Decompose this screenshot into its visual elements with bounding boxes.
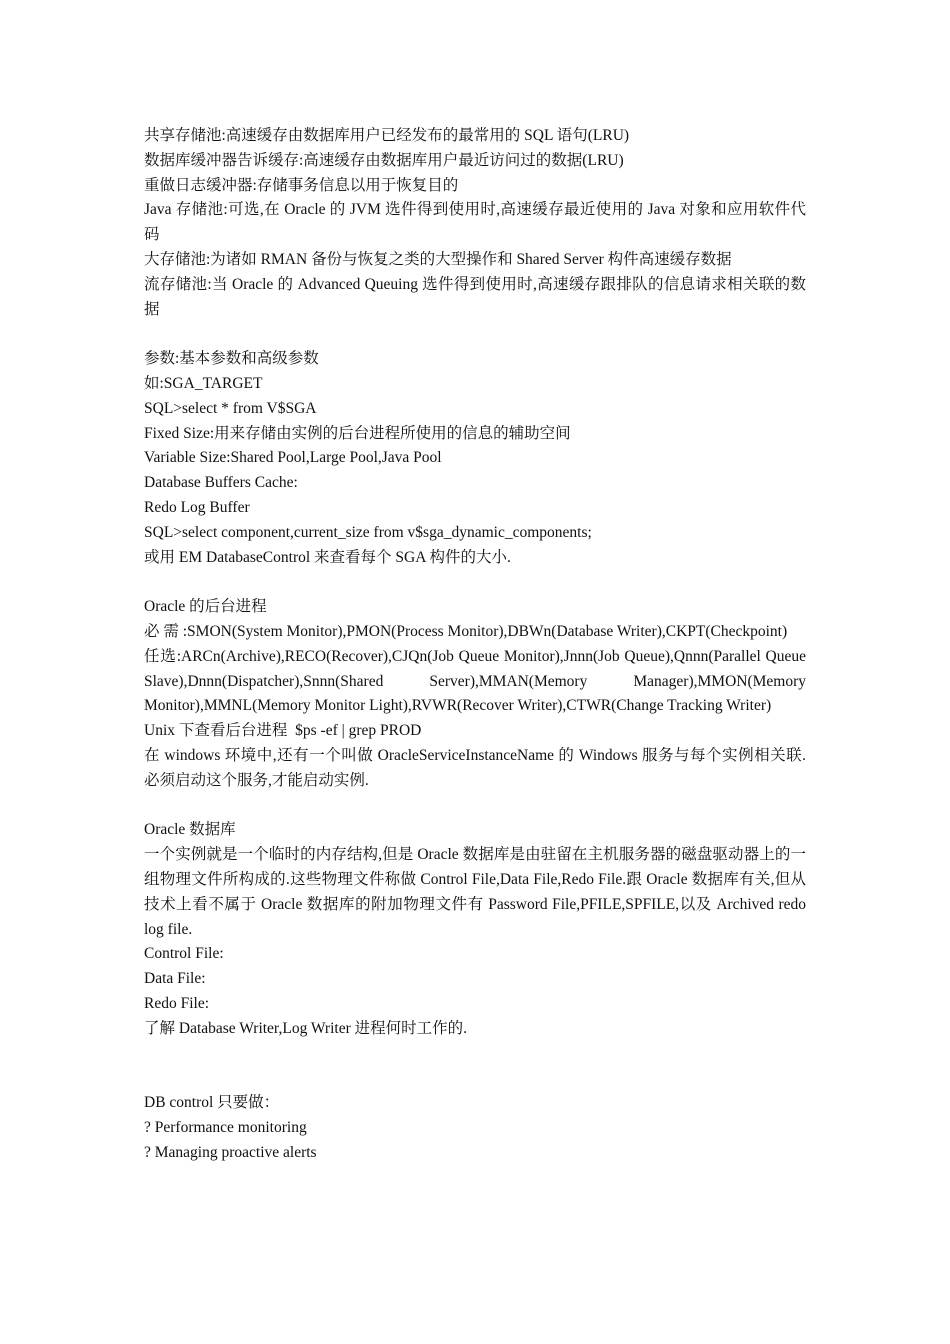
windows-note-paragraph: 在 windows 环境中,还有一个叫做 OracleServiceInstanceName 的 Windows 服务与每个实例相关联.必须启动这个服务,才能启动实例.: [144, 746, 806, 789]
control-file-line: Control File:: [144, 945, 224, 963]
sga-target-example: 如:SGA_TARGET: [144, 374, 263, 392]
background-processes-heading: Oracle 的后台进程: [144, 598, 267, 616]
document-page: [144, 124, 806, 1165]
required-processes-paragraph: 必 需 :SMON(System Monitor),PMON(Process Monitor),DBWn(Database Writer),CKPT(Checkpoint): [144, 622, 788, 640]
db-control-item: ? Managing proactive alerts: [144, 1143, 317, 1161]
data-file-line: Data File:: [144, 970, 206, 988]
unix-command-line: Unix 下查看后台进程 $ps -ef | grep PROD: [144, 722, 422, 740]
blank-line: [144, 794, 806, 819]
shared-pool-line: 共享存储池:高速缓存由数据库用户已经发布的最常用的 SQL 语句(LRU): [144, 127, 630, 144]
streams-pool-paragraph: 流存储池:当 Oracle 的 Advanced Queuing 选件得到使用时,高速缓存跟排队的信息请求相关联的数据: [144, 275, 806, 318]
java-pool-paragraph: Java 存储池:可选,在 Oracle 的 JVM 选件得到使用时,高速缓存最近使用的 Java 对象和应用软件代码: [144, 201, 806, 244]
parameters-heading: 参数:基本参数和高级参数: [144, 350, 319, 368]
components-query-line: SQL>select component,current_size from v$sga_dynamic_components;: [144, 523, 592, 541]
db-control-heading: DB control 只要做：: [144, 1094, 280, 1112]
redo-log-buffer-label: Redo Log Buffer: [144, 498, 250, 516]
optional-processes-paragraph: 任选:ARCn(Archive),RECO(Recover),CJQn(Job Queue Monitor),Jnnn(Job Queue),Qnnn(Parallel Queue Slave),Dnnn(Dispatcher),Snnn(Shared Server),MMAN(Memory Manager),MMON(Memory Monitor),MMNL(Memory Monitor Light),RVWR(Recover Writer),CTWR(Change Tracking Writer): [144, 647, 806, 715]
blank-line: [144, 570, 806, 595]
em-note-line: 或用 EM DatabaseControl 来查看每个 SGA 构件的大小.: [144, 548, 511, 566]
sga-query-line: SQL>select * from V$SGA: [144, 399, 317, 417]
variable-size-line: Variable Size:Shared Pool,Large Pool,Java Pool: [144, 449, 442, 467]
db-buffer-cache-line: 数据库缓冲器告诉缓存:高速缓存由数据库用户最近访问过的数据(LRU): [144, 151, 624, 169]
large-pool-line: 大存储池:为诸如 RMAN 备份与恢复之类的大型操作和 Shared Server 构件高速缓存数据: [144, 250, 732, 268]
fixed-size-line: Fixed Size:用来存储由实例的后台进程所使用的信息的辅助空间: [144, 424, 571, 442]
redo-file-line: Redo File:: [144, 994, 210, 1012]
database-description-paragraph: 一个实例就是一个临时的内存结构,但是 Oracle 数据库是由驻留在主机服务器的磁盘驱动器上的一组物理文件所构成的.这些物理文件称做 Control File,Data File,Redo File.跟 Oracle 数据库有关,但从技术上看不属于 Oracle 数据库的附加物理文件有 Password File,PFILE,SPFILE,以及 Archived redo log file.: [144, 846, 806, 938]
writers-note-line: 了解 Database Writer,Log Writer 进程何时工作的.: [144, 1019, 467, 1037]
db-control-item: ? Performance monitoring: [144, 1118, 307, 1136]
db-buffers-cache-line: Database Buffers Cache:: [144, 474, 298, 492]
database-heading: Oracle 数据库: [144, 821, 236, 839]
redo-log-buffer-line: 重做日志缓冲器:存储事务信息以用于恢复目的: [144, 176, 459, 194]
blank-line: [144, 322, 806, 347]
blank-lines: [144, 1041, 806, 1091]
